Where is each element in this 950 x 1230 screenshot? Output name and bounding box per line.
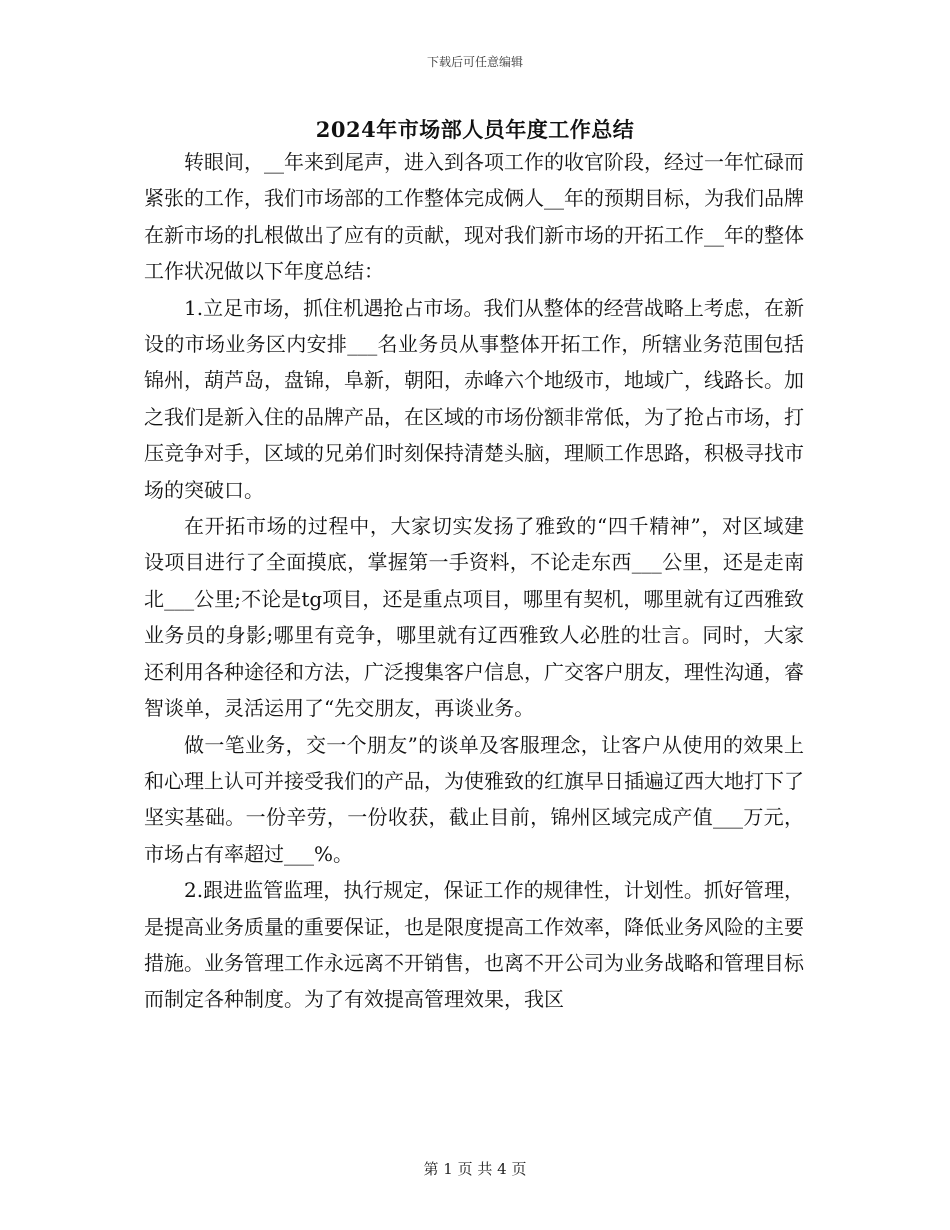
paragraph-market-entry: 1.立足市场，抓住机遇抢占市场。我们从整体的经营战略上考虑，在新设的市场业务区内安排___名业务员从事整体开拓工作，所辖业务范围包括锦州，葫芦岛，盘锦，阜新，朝阳，赤峰六个地级市，地域广，线路长。加之我们是新入住的品牌产品，在区域的市场份额非常低，为了抢占市场，打压竞争对手，区域的兄弟们时刻保持清楚头脑，理顺工作思路，积极寻找市场的突破口。 [144,295,804,502]
paragraph-business-philosophy: 做一笔业务，交一个朋友”的谈单及客服理念，让客户从使用的效果上和心理上认可并接受我们的产品，为使雅致的红旗早日插遍辽西大地打下了坚实基础。一份辛劳，一份收获，截止目前，锦州区域完成产值___万元，市场占有率超过___%。 [144,732,804,866]
document-body [144,144,804,1018]
page-number: 第 1 页 共 4 页 [423,1160,527,1178]
paragraph-supervision: 2.跟进监管监理，执行规定，保证工作的规律性，计划性。抓好管理，是提高业务质量的重要保证，也是限度提高工作效率，降低业务风险的主要措施。业务管理工作永远离不开销售，也离不开公司为业务战略和管理目标而制定各种制度。为了有效提高管理效果，我区 [144,878,804,1012]
document-title: 2024年市场部人员年度工作总结 [315,117,635,142]
header-note: 下载后可任意编辑 [426,55,523,69]
paragraph-intro: 转眼间，__年来到尾声，进入到各项工作的收官阶段，经过一年忙碌而紧张的工作，我们市场部的工作整体完成俩人__年的预期目标，为我们品牌在新市场的扎根做出了应有的贡献，现对我们新市场的开拓工作__年的整体工作状况做以下年度总结： [144,150,804,284]
paragraph-market-development: 在开拓市场的过程中，大家切实发扬了雅致的“四千精神”，对区域建设项目进行了全面摸底，掌握第一手资料，不论走东西___公里，还是走南北___公里;不论是tg项目，还是重点项目，哪里有契机，哪里就有辽西雅致业务员的身影;哪里有竞争，哪里就有辽西雅致人必胜的壮言。同时，大家还利用各种途径和方法，广泛搜集客户信息，广交客户朋友，理性沟通，睿智谈单，灵活运用了“先交朋友，再谈业务。 [144,514,804,721]
